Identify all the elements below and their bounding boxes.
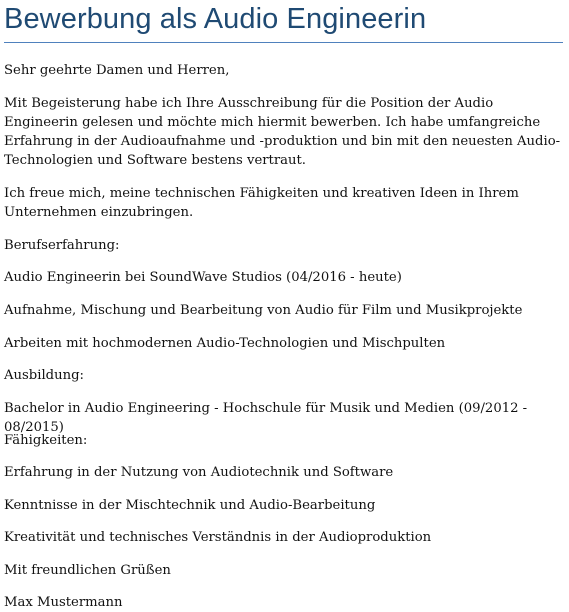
skills-item-mixing: Kenntnisse in der Mischtechnik und Audio-Bearbeitung (4, 498, 376, 513)
skills-heading: Fähigkeiten: (4, 433, 88, 448)
experience-heading: Berufserfahrung: (4, 238, 120, 253)
intro-paragraph: Mit Begeisterung habe ich Ihre Ausschreibung für die Position der Audio Engineerin gelesen und möchte mich hiermit bewerben. Ich habe umfangreiche Erfahrung in der Audioaufnahme und -produktion und bin mit den neuesten Audio-Technologien und Software bestens vertraut. (4, 96, 561, 168)
closing: Mit freundlichen Grüßen (4, 563, 171, 578)
document-title: Bewerbung als Audio Engineerin (4, 3, 427, 35)
skills-item-creativity: Kreativität und technisches Verständnis in der Audioproduktion (4, 530, 432, 545)
motivation-paragraph: Ich freue mich, meine technischen Fähigkeiten und kreativen Ideen in Ihrem Unternehmen einzubringen. (4, 186, 519, 220)
education-item-degree: Bachelor in Audio Engineering - Hochschule für Musik und Medien (09/2012 - 08/2015) (4, 401, 528, 435)
experience-item-tech: Arbeiten mit hochmodernen Audio-Technologien und Mischpulten (4, 336, 446, 351)
title-underline (4, 42, 563, 43)
signature-name: Max Mustermann (4, 595, 123, 610)
salutation: Sehr geehrte Damen und Herren, (4, 63, 230, 78)
education-heading: Ausbildung: (4, 368, 84, 383)
experience-item-tasks: Aufnahme, Mischung und Bearbeitung von Audio für Film und Musikprojekte (4, 303, 523, 318)
skills-item-tech: Erfahrung in der Nutzung von Audiotechnik und Software (4, 465, 394, 480)
experience-item-job: Audio Engineerin bei SoundWave Studios (04/2016 - heute) (4, 270, 402, 285)
